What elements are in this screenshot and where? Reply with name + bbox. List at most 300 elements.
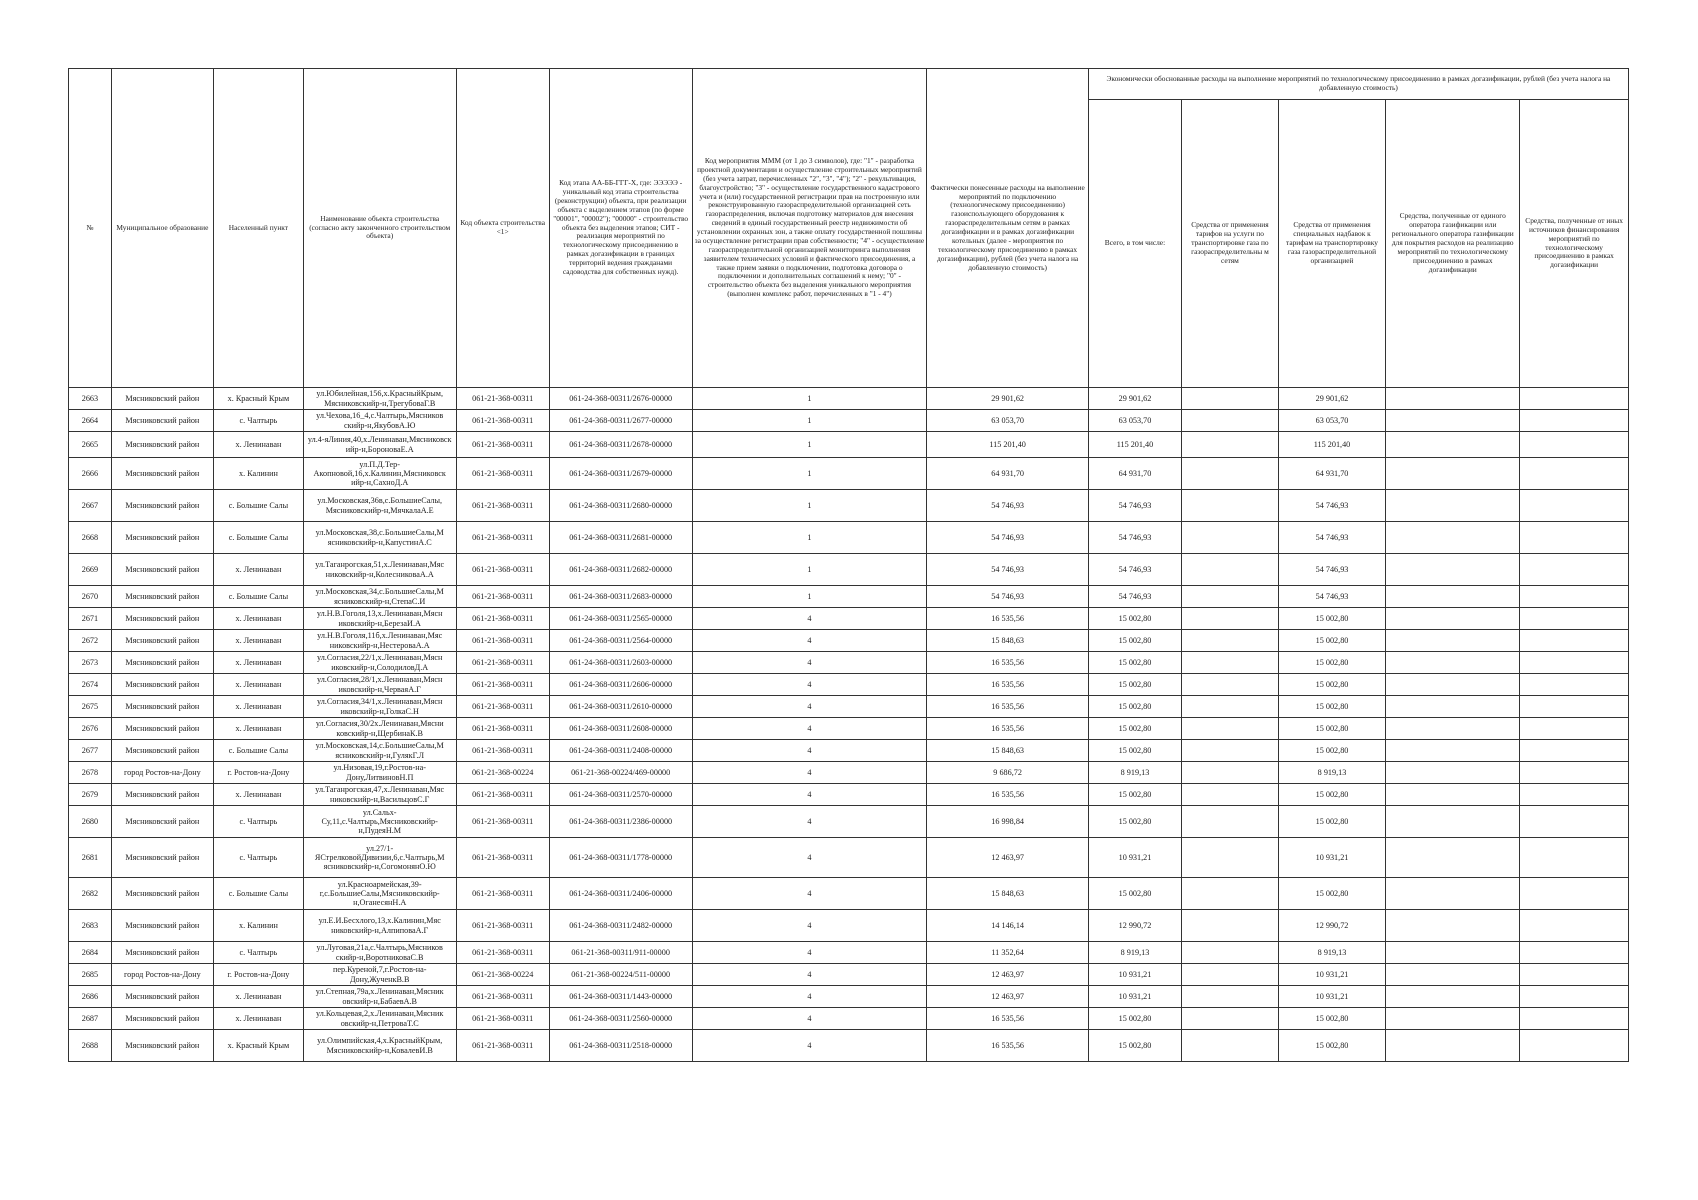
- cell-total: 63 053,70: [1088, 410, 1181, 432]
- cell-object-code: 061-21-368-00311: [456, 554, 549, 586]
- cell-tariff: [1182, 740, 1279, 762]
- cell-object-code: 061-21-368-00311: [456, 608, 549, 630]
- cell-stage-code: 061-24-368-00311/2408-00000: [549, 740, 692, 762]
- cell-settlement: с. Чалтырь: [213, 838, 303, 878]
- cell-tariff: [1182, 696, 1279, 718]
- cell-other: [1520, 1030, 1629, 1062]
- cell-operator: [1386, 458, 1520, 490]
- cell-tariff: [1182, 784, 1279, 806]
- cell-actual-costs: 16 535,56: [927, 652, 1088, 674]
- cell-total: 15 002,80: [1088, 652, 1181, 674]
- cell-total: 15 002,80: [1088, 740, 1181, 762]
- table-row: [69, 1008, 1629, 1030]
- cell-total: 64 931,70: [1088, 458, 1181, 490]
- cell-municipality: Мясниковский район: [111, 490, 213, 522]
- cell-activity-code: 1: [692, 586, 927, 608]
- cell-operator: [1386, 554, 1520, 586]
- cell-num: 2684: [69, 942, 112, 964]
- cell-actual-costs: 115 201,40: [927, 432, 1088, 458]
- header-group-costs: Экономически обоснованные расходы на выполнение мероприятий по технологическому присоединению в рамках догазификации, рублей (без учета налога на добавленную стоимость): [1088, 69, 1628, 100]
- cell-total: 10 931,21: [1088, 964, 1181, 986]
- cell-stage-code: 061-21-368-00224/511-00000: [549, 964, 692, 986]
- cell-settlement: х. Ленинаван: [213, 718, 303, 740]
- cell-operator: [1386, 522, 1520, 554]
- cell-object-code: 061-21-368-00311: [456, 490, 549, 522]
- cell-actual-costs: 14 146,14: [927, 910, 1088, 942]
- header-object-code: Код объекта строительства <1>: [456, 69, 549, 388]
- table-row: [69, 964, 1629, 986]
- cell-municipality: Мясниковский район: [111, 522, 213, 554]
- cell-stage-code: 061-24-368-00311/2608-00000: [549, 718, 692, 740]
- cell-total: 8 919,13: [1088, 762, 1181, 784]
- header-activity-code: Код мероприятия ММM (от 1 до 3 символов), где: "1" - разработка проектной документации и осуществление строительных мероприятий (без учета затрат, перечисленных "2", "3", "4"); "2" - рекультивация, благоустройство; "3" - осуществление государственного кадастрового учета и (или) государственной регистрации прав на построенную или реконструированную газораспределительной организацией сеть газораспределения, включая подготовку материалов для внесения сведений в единый государственный реестр недвижимости об установлении охранных зон, а также оплату государственной пошлины за осуществление регистрации прав собственности; "4" - осуществление газораспределительной организацией мониторинга выполнения заявителем технических условий и фактического присоединения, а также прием заявки о подключении, подготовка договора о подключении и дополнительных соглашений к нему; "0" - строительство объекта без выделения уникального мероприятия (выполнен комплекс работ, перечисленных в "1 - 4"): [692, 69, 927, 388]
- cell-other: [1520, 718, 1629, 740]
- table-row: [69, 458, 1629, 490]
- cell-stage-code: 061-24-368-00311/2676-00000: [549, 388, 692, 410]
- cell-tariff: [1182, 1008, 1279, 1030]
- cell-other: [1520, 878, 1629, 910]
- cell-address: ул.Согласия,30/2х.Ленинаван,Мясни ковскийр-н,ЩербинаК.В: [303, 718, 456, 740]
- cell-tariff: [1182, 608, 1279, 630]
- table-row: [69, 388, 1629, 410]
- cell-activity-code: 4: [692, 910, 927, 942]
- cell-tariff: [1182, 1030, 1279, 1062]
- cell-total: 15 002,80: [1088, 608, 1181, 630]
- cell-address: ул.Низовая,19,г.Ростов-на-Дону,ЛитвиновН.П: [303, 762, 456, 784]
- cell-municipality: город Ростов-на-Дону: [111, 964, 213, 986]
- cell-surcharge: 15 002,80: [1278, 696, 1386, 718]
- table-row: [69, 740, 1629, 762]
- cell-num: 2685: [69, 964, 112, 986]
- cell-num: 2688: [69, 1030, 112, 1062]
- cell-settlement: с. Большие Салы: [213, 490, 303, 522]
- cell-settlement: х. Ленинаван: [213, 1008, 303, 1030]
- cell-surcharge: 54 746,93: [1278, 490, 1386, 522]
- cell-settlement: х. Ленинаван: [213, 696, 303, 718]
- table-row: [69, 630, 1629, 652]
- cell-settlement: х. Красный Крым: [213, 388, 303, 410]
- cell-activity-code: 4: [692, 784, 927, 806]
- cell-stage-code: 061-21-368-00311/911-00000: [549, 942, 692, 964]
- table-row: [69, 878, 1629, 910]
- cell-other: [1520, 806, 1629, 838]
- cell-num: 2667: [69, 490, 112, 522]
- cell-actual-costs: 12 463,97: [927, 964, 1088, 986]
- header-municipality: Муниципальное образование: [111, 69, 213, 388]
- cell-total: 15 002,80: [1088, 674, 1181, 696]
- cell-settlement: х. Ленинаван: [213, 554, 303, 586]
- header-other: Средства, полученные от иных источников финансирования мероприятий по технологическому присоединению в рамках догазификации: [1520, 100, 1629, 388]
- cell-settlement: г. Ростов-на-Дону: [213, 762, 303, 784]
- cell-object-code: 061-21-368-00311: [456, 784, 549, 806]
- cell-other: [1520, 964, 1629, 986]
- cell-num: 2673: [69, 652, 112, 674]
- cell-num: 2683: [69, 910, 112, 942]
- cell-surcharge: 54 746,93: [1278, 586, 1386, 608]
- table-row: [69, 696, 1629, 718]
- cell-actual-costs: 54 746,93: [927, 554, 1088, 586]
- cell-tariff: [1182, 388, 1279, 410]
- cell-other: [1520, 696, 1629, 718]
- cell-total: 15 002,80: [1088, 630, 1181, 652]
- cell-address: ул.Московская,38,с.БольшиеСалы,М ясниковскийр-н,КапустинА.С: [303, 522, 456, 554]
- cell-actual-costs: 54 746,93: [927, 522, 1088, 554]
- cell-activity-code: 4: [692, 762, 927, 784]
- cell-other: [1520, 1008, 1629, 1030]
- cell-tariff: [1182, 986, 1279, 1008]
- cell-object-code: 061-21-368-00311: [456, 986, 549, 1008]
- table-body: [69, 388, 1629, 1062]
- cell-stage-code: 061-21-368-00224/469-00000: [549, 762, 692, 784]
- cell-tariff: [1182, 432, 1279, 458]
- cell-actual-costs: 15 848,63: [927, 878, 1088, 910]
- cell-municipality: Мясниковский район: [111, 554, 213, 586]
- cell-surcharge: 15 002,80: [1278, 630, 1386, 652]
- cell-object-code: 061-21-368-00224: [456, 762, 549, 784]
- cell-num: 2676: [69, 718, 112, 740]
- cell-total: 29 901,62: [1088, 388, 1181, 410]
- cell-total: 15 002,80: [1088, 696, 1181, 718]
- cell-total: 15 002,80: [1088, 1030, 1181, 1062]
- cell-other: [1520, 554, 1629, 586]
- cell-total: 12 990,72: [1088, 910, 1181, 942]
- cell-num: 2671: [69, 608, 112, 630]
- header-settlement: Населенный пункт: [213, 69, 303, 388]
- cell-num: 2686: [69, 986, 112, 1008]
- cell-address: ул.Согласия,34/1,х.Ленинаван,Мясн иковскийр-н,ГолкаС.Н: [303, 696, 456, 718]
- cell-settlement: х. Калинин: [213, 458, 303, 490]
- cell-total: 10 931,21: [1088, 838, 1181, 878]
- cell-num: 2663: [69, 388, 112, 410]
- cell-num: 2669: [69, 554, 112, 586]
- cell-address: пер.Куреной,7,г.Ростов-на-Дону,ЖученкВ.В: [303, 964, 456, 986]
- cell-tariff: [1182, 942, 1279, 964]
- cell-object-code: 061-21-368-00311: [456, 410, 549, 432]
- cell-settlement: х. Ленинаван: [213, 674, 303, 696]
- cell-surcharge: 15 002,80: [1278, 740, 1386, 762]
- cell-actual-costs: 63 053,70: [927, 410, 1088, 432]
- cell-activity-code: 4: [692, 986, 927, 1008]
- cell-other: [1520, 458, 1629, 490]
- cell-surcharge: 115 201,40: [1278, 432, 1386, 458]
- cell-stage-code: 061-24-368-00311/2564-00000: [549, 630, 692, 652]
- cell-other: [1520, 652, 1629, 674]
- cell-num: 2680: [69, 806, 112, 838]
- cell-settlement: х. Ленинаван: [213, 608, 303, 630]
- cell-surcharge: 15 002,80: [1278, 608, 1386, 630]
- cell-municipality: Мясниковский район: [111, 432, 213, 458]
- table-row: [69, 1030, 1629, 1062]
- cell-num: 2664: [69, 410, 112, 432]
- cell-operator: [1386, 838, 1520, 878]
- cell-operator: [1386, 674, 1520, 696]
- cell-stage-code: 061-24-368-00311/2682-00000: [549, 554, 692, 586]
- cell-object-code: 061-21-368-00311: [456, 630, 549, 652]
- cell-surcharge: 15 002,80: [1278, 784, 1386, 806]
- cell-actual-costs: 29 901,62: [927, 388, 1088, 410]
- table-row: [69, 718, 1629, 740]
- cell-stage-code: 061-24-368-00311/2681-00000: [549, 522, 692, 554]
- cell-operator: [1386, 1030, 1520, 1062]
- cell-municipality: Мясниковский район: [111, 388, 213, 410]
- cell-tariff: [1182, 554, 1279, 586]
- cell-actual-costs: 16 535,56: [927, 1030, 1088, 1062]
- cell-municipality: Мясниковский район: [111, 458, 213, 490]
- cell-municipality: Мясниковский район: [111, 986, 213, 1008]
- cell-other: [1520, 388, 1629, 410]
- table-row: [69, 608, 1629, 630]
- cell-operator: [1386, 986, 1520, 1008]
- cell-num: 2675: [69, 696, 112, 718]
- header-num: №: [69, 69, 112, 388]
- cell-municipality: Мясниковский район: [111, 878, 213, 910]
- cell-activity-code: 4: [692, 740, 927, 762]
- cell-total: 15 002,80: [1088, 1008, 1181, 1030]
- cell-actual-costs: 54 746,93: [927, 586, 1088, 608]
- cell-operator: [1386, 910, 1520, 942]
- table-row: [69, 490, 1629, 522]
- cell-municipality: Мясниковский район: [111, 838, 213, 878]
- cell-operator: [1386, 878, 1520, 910]
- table-row: [69, 586, 1629, 608]
- cell-tariff: [1182, 586, 1279, 608]
- cell-stage-code: 061-24-368-00311/2570-00000: [549, 784, 692, 806]
- cell-operator: [1386, 762, 1520, 784]
- cell-operator: [1386, 964, 1520, 986]
- cell-stage-code: 061-24-368-00311/2680-00000: [549, 490, 692, 522]
- cell-activity-code: 4: [692, 942, 927, 964]
- cell-activity-code: 1: [692, 490, 927, 522]
- cell-tariff: [1182, 522, 1279, 554]
- cell-settlement: х. Ленинаван: [213, 652, 303, 674]
- cell-address: ул.Согласия,28/1,х.Ленинаван,Мясн иковскийр-н,ЧерваяА.Г: [303, 674, 456, 696]
- cell-stage-code: 061-24-368-00311/2560-00000: [549, 1008, 692, 1030]
- cell-other: [1520, 784, 1629, 806]
- cell-municipality: Мясниковский район: [111, 718, 213, 740]
- header-object-name: Наименование объекта строительства (согласно акту законченного строительством объекта): [303, 69, 456, 388]
- cell-object-code: 061-21-368-00311: [456, 522, 549, 554]
- cell-operator: [1386, 630, 1520, 652]
- cell-municipality: Мясниковский район: [111, 410, 213, 432]
- cell-address: ул.Н.В.Гоголя,11б,х.Ленинаван,Мяс никовскийр-н,НестероваА.А: [303, 630, 456, 652]
- cell-object-code: 061-21-368-00311: [456, 388, 549, 410]
- cell-address: ул.Н.В.Гоголя,13,х.Ленинаван,Мясн иковскийр-н,БерезаИ.А: [303, 608, 456, 630]
- cell-tariff: [1182, 762, 1279, 784]
- cell-operator: [1386, 490, 1520, 522]
- cell-operator: [1386, 942, 1520, 964]
- cell-surcharge: 63 053,70: [1278, 410, 1386, 432]
- cell-municipality: Мясниковский район: [111, 1008, 213, 1030]
- cell-settlement: х. Ленинаван: [213, 986, 303, 1008]
- cell-settlement: с. Большие Салы: [213, 878, 303, 910]
- cell-settlement: х. Ленинаван: [213, 784, 303, 806]
- cell-activity-code: 1: [692, 432, 927, 458]
- cell-total: 15 002,80: [1088, 878, 1181, 910]
- cell-address: ул.Степная,79а,х.Ленинаван,Мясник овскийр-н,БабаевА.В: [303, 986, 456, 1008]
- cell-activity-code: 4: [692, 674, 927, 696]
- table-row: [69, 762, 1629, 784]
- cell-tariff: [1182, 674, 1279, 696]
- cell-activity-code: 4: [692, 806, 927, 838]
- cell-address: ул.П.Д.Тер-Акопновой,16,х.Калинин,Мясниковск ийр-н,СахноД.А: [303, 458, 456, 490]
- cell-address: ул.Московская,36в,с.БольшиеСалы, Мясниковскийр-н,МячкалаА.Е: [303, 490, 456, 522]
- cell-num: 2666: [69, 458, 112, 490]
- cell-settlement: х. Ленинаван: [213, 630, 303, 652]
- cell-other: [1520, 608, 1629, 630]
- cell-address: ул.Е.И.Бесхлого,13,х.Калинин,Мяс никовскийр-н,АлпиповаА.Г: [303, 910, 456, 942]
- cell-other: [1520, 522, 1629, 554]
- cell-stage-code: 061-24-368-00311/2606-00000: [549, 674, 692, 696]
- cell-object-code: 061-21-368-00311: [456, 740, 549, 762]
- cell-num: 2687: [69, 1008, 112, 1030]
- cell-total: 8 919,13: [1088, 942, 1181, 964]
- cell-operator: [1386, 432, 1520, 458]
- cell-tariff: [1182, 490, 1279, 522]
- cell-num: 2674: [69, 674, 112, 696]
- table-row: [69, 432, 1629, 458]
- cell-tariff: [1182, 806, 1279, 838]
- cell-address: ул.Олимпийская,4,х.КрасныйКрым, Мясниковскийр-н,КовалевИ.В: [303, 1030, 456, 1062]
- cell-num: 2679: [69, 784, 112, 806]
- cell-num: 2681: [69, 838, 112, 878]
- header-tariff: Средства от применения тарифов на услуги по транспортировке газа по газораспределительны м сетям: [1182, 100, 1279, 388]
- cell-other: [1520, 942, 1629, 964]
- cell-municipality: город Ростов-на-Дону: [111, 762, 213, 784]
- cell-activity-code: 4: [692, 964, 927, 986]
- table-row: [69, 942, 1629, 964]
- cell-tariff: [1182, 964, 1279, 986]
- cell-num: 2677: [69, 740, 112, 762]
- cell-address: ул.Чехова,16_4,с.Чалтырь,Мясников скийр-н,ЯкубовА.Ю: [303, 410, 456, 432]
- cell-actual-costs: 16 535,56: [927, 674, 1088, 696]
- cell-actual-costs: 16 535,56: [927, 718, 1088, 740]
- cell-address: ул.27/1-ЯСтрелковойДивизии,6,с.Чалтырь,М ясниковскийр-н,СогомонянО.Ю: [303, 838, 456, 878]
- cell-surcharge: 15 002,80: [1278, 1030, 1386, 1062]
- cell-tariff: [1182, 878, 1279, 910]
- cell-object-code: 061-21-368-00311: [456, 1030, 549, 1062]
- cell-activity-code: 1: [692, 554, 927, 586]
- data-table: [68, 68, 1629, 1062]
- cell-stage-code: 061-24-368-00311/2518-00000: [549, 1030, 692, 1062]
- cell-actual-costs: 16 535,56: [927, 608, 1088, 630]
- cell-stage-code: 061-24-368-00311/2679-00000: [549, 458, 692, 490]
- cell-municipality: Мясниковский район: [111, 942, 213, 964]
- cell-operator: [1386, 1008, 1520, 1030]
- cell-object-code: 061-21-368-00311: [456, 458, 549, 490]
- cell-other: [1520, 432, 1629, 458]
- cell-num: 2668: [69, 522, 112, 554]
- header-stage-code: Код этапа АА-ББ-ГГГ-Х, где: ЭЭЭЭЭ - уникальный код этапа строительства (реконструкции) объекта, при реализации объекта с выделением этапов (по форме "00001", "00002"); "00000" - строительство объекта без выделения этапов; СИТ - реализация мероприятий по технологическому присоединению в рамках догазификации в границах территорий ведения гражданами садоводства для собственных нужд).: [549, 69, 692, 388]
- cell-address: ул.Кольцевая,2,х.Ленинаван,Мясник овскийр-н,ПетроваТ.С: [303, 1008, 456, 1030]
- cell-actual-costs: 64 931,70: [927, 458, 1088, 490]
- cell-total: 54 746,93: [1088, 554, 1181, 586]
- cell-municipality: Мясниковский район: [111, 652, 213, 674]
- cell-operator: [1386, 784, 1520, 806]
- cell-surcharge: 10 931,21: [1278, 964, 1386, 986]
- cell-municipality: Мясниковский район: [111, 806, 213, 838]
- cell-settlement: с. Чалтырь: [213, 410, 303, 432]
- header-operator: Средства, полученные от единого оператора газификации или регионального оператора газификации для покрытия расходов на реализацию мероприятий по технологическому присоединению в рамках догазификации: [1386, 100, 1520, 388]
- cell-object-code: 061-21-368-00311: [456, 1008, 549, 1030]
- table-row: [69, 784, 1629, 806]
- cell-address: ул.Московская,34,с.БольшиеСалы,М ясниковскийр-н,СтепаС.И: [303, 586, 456, 608]
- header-actual-costs: Фактически понесенные расходы на выполнение мероприятий по подключению (технологическому присоединению) газоиспользующего оборудования к газораспределительным сетям в рамках догазификации и в рамках догазификации котельных (далее - мероприятия по технологическому присоединению в рамках догазификации), рублей (без учета налога на добавленную стоимость): [927, 69, 1088, 388]
- cell-stage-code: 061-24-368-00311/2406-00000: [549, 878, 692, 910]
- cell-surcharge: 15 002,80: [1278, 718, 1386, 740]
- table-row: [69, 838, 1629, 878]
- cell-actual-costs: 9 686,72: [927, 762, 1088, 784]
- cell-total: 10 931,21: [1088, 986, 1181, 1008]
- cell-object-code: 061-21-368-00311: [456, 910, 549, 942]
- cell-object-code: 061-21-368-00311: [456, 696, 549, 718]
- header-total: Всего, в том числе:: [1088, 100, 1181, 388]
- table-row: [69, 522, 1629, 554]
- cell-tariff: [1182, 410, 1279, 432]
- cell-object-code: 061-21-368-00311: [456, 652, 549, 674]
- header-surcharge: Средства от применения специальных надбавок к тарифам на транспортировку газа газораспределительной организацией: [1278, 100, 1386, 388]
- cell-other: [1520, 674, 1629, 696]
- cell-settlement: х. Ленинаван: [213, 432, 303, 458]
- cell-other: [1520, 740, 1629, 762]
- cell-other: [1520, 410, 1629, 432]
- cell-operator: [1386, 696, 1520, 718]
- cell-actual-costs: 16 535,56: [927, 696, 1088, 718]
- cell-object-code: 061-21-368-00311: [456, 718, 549, 740]
- cell-tariff: [1182, 838, 1279, 878]
- cell-other: [1520, 490, 1629, 522]
- cell-surcharge: 15 002,80: [1278, 652, 1386, 674]
- cell-address: ул.4-яЛиния,40,х.Ленинаван,Мясниковск ийр-н,БороноваЕ.А: [303, 432, 456, 458]
- cell-total: 115 201,40: [1088, 432, 1181, 458]
- cell-actual-costs: 16 535,56: [927, 784, 1088, 806]
- cell-settlement: с. Большие Салы: [213, 740, 303, 762]
- cell-stage-code: 061-24-368-00311/2482-00000: [549, 910, 692, 942]
- cell-surcharge: 15 002,80: [1278, 674, 1386, 696]
- cell-total: 15 002,80: [1088, 806, 1181, 838]
- cell-surcharge: 64 931,70: [1278, 458, 1386, 490]
- cell-settlement: г. Ростов-на-Дону: [213, 964, 303, 986]
- cell-address: ул.Согласия,22/1,х.Ленинаван,Мясн иковскийр-н,СолодиловД.А: [303, 652, 456, 674]
- cell-object-code: 061-21-368-00311: [456, 586, 549, 608]
- cell-operator: [1386, 718, 1520, 740]
- cell-surcharge: 54 746,93: [1278, 554, 1386, 586]
- cell-num: 2678: [69, 762, 112, 784]
- cell-object-code: 061-21-368-00311: [456, 838, 549, 878]
- cell-surcharge: 12 990,72: [1278, 910, 1386, 942]
- cell-other: [1520, 586, 1629, 608]
- cell-actual-costs: 16 998,84: [927, 806, 1088, 838]
- cell-activity-code: 1: [692, 458, 927, 490]
- cell-object-code: 061-21-368-00311: [456, 878, 549, 910]
- cell-actual-costs: 12 463,97: [927, 838, 1088, 878]
- table-row: [69, 554, 1629, 586]
- cell-settlement: с. Большие Салы: [213, 522, 303, 554]
- cell-address: ул.Московская,14,с.БольшиеСалы,М ясниковскийр-н,ГулякГ.Л: [303, 740, 456, 762]
- cell-object-code: 061-21-368-00311: [456, 674, 549, 696]
- cell-municipality: Мясниковский район: [111, 674, 213, 696]
- cell-stage-code: 061-24-368-00311/2565-00000: [549, 608, 692, 630]
- table-row: [69, 410, 1629, 432]
- cell-tariff: [1182, 910, 1279, 942]
- cell-operator: [1386, 608, 1520, 630]
- cell-activity-code: 1: [692, 410, 927, 432]
- cell-surcharge: 15 002,80: [1278, 878, 1386, 910]
- cell-tariff: [1182, 630, 1279, 652]
- cell-surcharge: 15 002,80: [1278, 1008, 1386, 1030]
- cell-activity-code: 4: [692, 608, 927, 630]
- cell-activity-code: 4: [692, 838, 927, 878]
- cell-municipality: Мясниковский район: [111, 784, 213, 806]
